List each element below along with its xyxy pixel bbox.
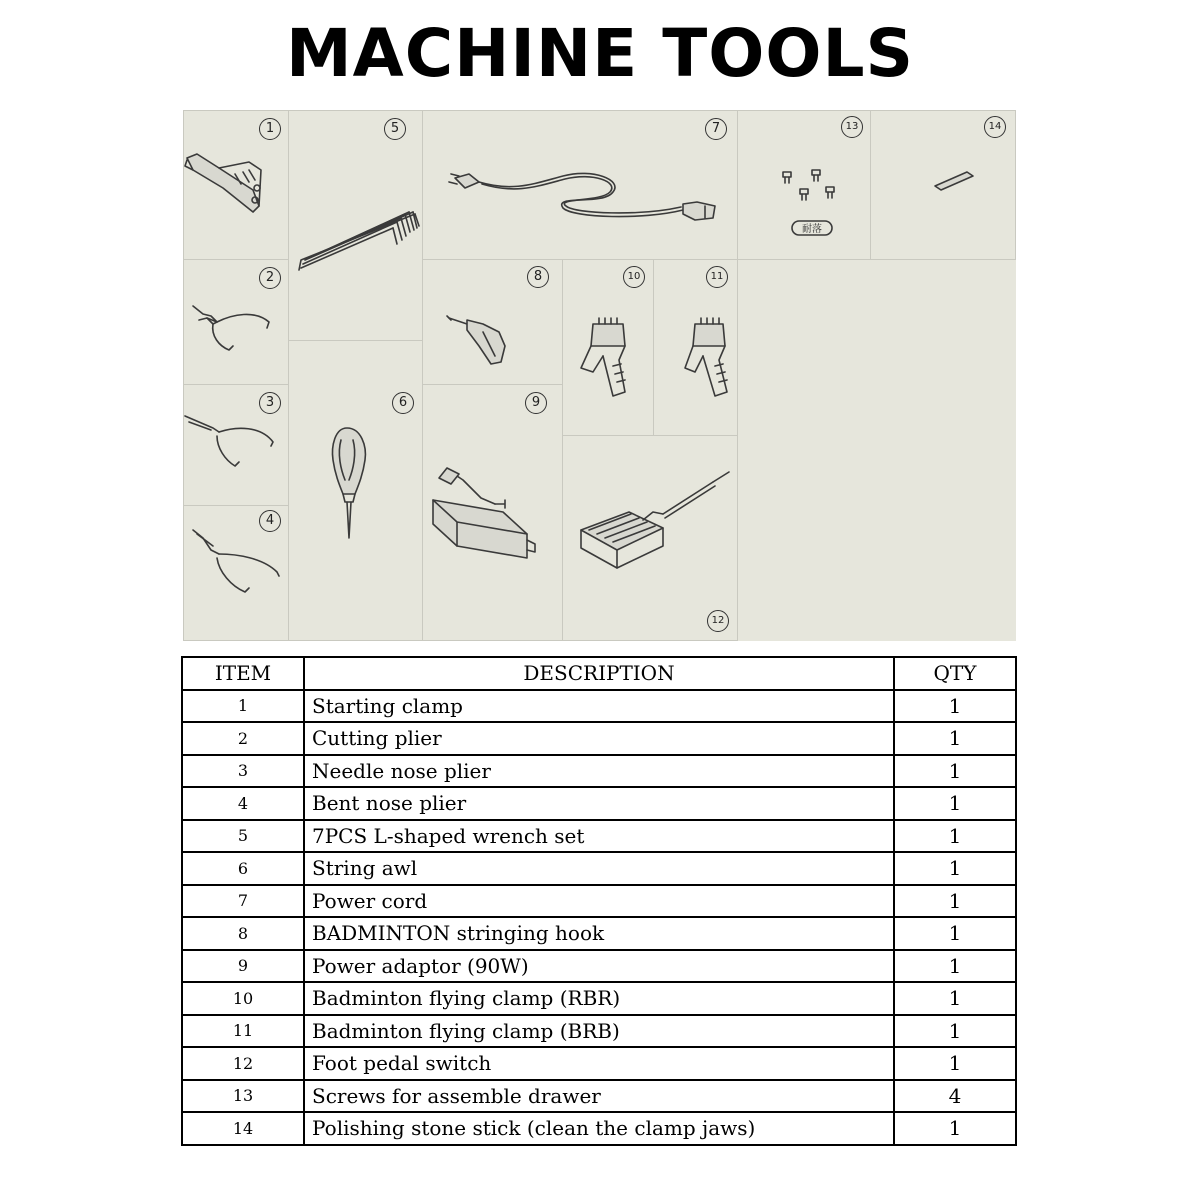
cell-description: Polishing stone stick (clean the clamp jaws) xyxy=(304,1112,894,1145)
needle-nose-plier-icon xyxy=(185,416,273,466)
table-row xyxy=(182,852,1016,885)
cell-qty: 1 xyxy=(894,690,1016,723)
polishing-stone-icon xyxy=(935,172,973,190)
header-item: ITEM xyxy=(182,657,304,690)
cell-description: Needle nose plier xyxy=(304,755,894,788)
cell-description: 7PCS L-shaped wrench set xyxy=(304,820,894,853)
cell-qty: 1 xyxy=(894,1112,1016,1145)
label-9: 9 xyxy=(525,392,547,414)
flying-clamp-rbr-icon xyxy=(581,318,625,396)
label-11: 11 xyxy=(706,266,728,288)
parts-table xyxy=(181,656,1017,1146)
table-row xyxy=(182,787,1016,820)
tools-illustration-panel xyxy=(183,110,1016,641)
label-3: 3 xyxy=(259,392,281,414)
cell-qty: 1 xyxy=(894,917,1016,950)
cell-qty: 1 xyxy=(894,852,1016,885)
cell-item: 6 xyxy=(182,852,304,885)
label-4: 4 xyxy=(259,510,281,532)
cell-qty: 4 xyxy=(894,1080,1016,1113)
cell-item: 12 xyxy=(182,1047,304,1080)
cell-item: 13 xyxy=(182,1080,304,1113)
table-row xyxy=(182,982,1016,1015)
cell-qty: 1 xyxy=(894,787,1016,820)
cell-qty: 1 xyxy=(894,755,1016,788)
cell-description: Screws for assemble drawer xyxy=(304,1080,894,1113)
screw-label: 耐落 xyxy=(802,224,822,235)
table-row xyxy=(182,917,1016,950)
cell-description: Power adaptor (90W) xyxy=(304,950,894,983)
cell-qty: 1 xyxy=(894,722,1016,755)
power-cord-icon xyxy=(449,173,715,220)
cell-qty: 1 xyxy=(894,1015,1016,1048)
header-qty: QTY xyxy=(894,657,1016,690)
table-header-row xyxy=(182,657,1016,690)
label-8: 8 xyxy=(527,266,549,288)
stringing-hook-icon xyxy=(447,316,505,364)
cell-description: BADMINTON stringing hook xyxy=(304,917,894,950)
starting-clamp-icon xyxy=(185,154,261,212)
cell-description: Power cord xyxy=(304,885,894,918)
label-10: 10 xyxy=(623,266,645,288)
cell-description: Bent nose plier xyxy=(304,787,894,820)
cell-qty: 1 xyxy=(894,1047,1016,1080)
bent-nose-plier-icon xyxy=(193,530,279,592)
table-row xyxy=(182,1015,1016,1048)
table-row xyxy=(182,1047,1016,1080)
cell-item: 9 xyxy=(182,950,304,983)
label-1: 1 xyxy=(259,118,281,140)
cutting-plier-icon xyxy=(193,306,269,350)
cell-description: Badminton flying clamp (RBR) xyxy=(304,982,894,1015)
page-title: MACHINE TOOLS xyxy=(285,15,915,92)
table-row xyxy=(182,950,1016,983)
table-row xyxy=(182,690,1016,723)
cell-item: 14 xyxy=(182,1112,304,1145)
cell-qty: 1 xyxy=(894,885,1016,918)
table-row xyxy=(182,885,1016,918)
cell-item: 10 xyxy=(182,982,304,1015)
cell-item: 7 xyxy=(182,885,304,918)
table-row xyxy=(182,722,1016,755)
cell-description: Badminton flying clamp (BRB) xyxy=(304,1015,894,1048)
table-row xyxy=(182,755,1016,788)
label-13: 13 xyxy=(841,116,863,138)
cell-item: 11 xyxy=(182,1015,304,1048)
cell-qty: 1 xyxy=(894,982,1016,1015)
cell-description: Foot pedal switch xyxy=(304,1047,894,1080)
label-7: 7 xyxy=(705,118,727,140)
label-5: 5 xyxy=(384,118,406,140)
string-awl-icon xyxy=(333,428,366,538)
wrench-set-icon xyxy=(299,212,419,270)
cell-item: 8 xyxy=(182,917,304,950)
cell-description: Starting clamp xyxy=(304,690,894,723)
cell-item: 4 xyxy=(182,787,304,820)
table-row xyxy=(182,820,1016,853)
cell-qty: 1 xyxy=(894,950,1016,983)
cell-description: String awl xyxy=(304,852,894,885)
header-description: DESCRIPTION xyxy=(304,657,894,690)
cell-item: 5 xyxy=(182,820,304,853)
cell-qty: 1 xyxy=(894,820,1016,853)
label-14: 14 xyxy=(984,116,1006,138)
cell-item: 2 xyxy=(182,722,304,755)
cell-description: Cutting plier xyxy=(304,722,894,755)
label-12: 12 xyxy=(707,610,729,632)
label-2: 2 xyxy=(259,267,281,289)
cell-item: 1 xyxy=(182,690,304,723)
label-6: 6 xyxy=(392,392,414,414)
flying-clamp-brb-icon xyxy=(685,318,727,396)
tools-drawing xyxy=(183,110,1016,641)
table-row xyxy=(182,1112,1016,1145)
table-row xyxy=(182,1080,1016,1113)
foot-pedal-icon xyxy=(581,472,729,568)
power-adaptor-icon xyxy=(433,468,535,558)
cell-item: 3 xyxy=(182,755,304,788)
